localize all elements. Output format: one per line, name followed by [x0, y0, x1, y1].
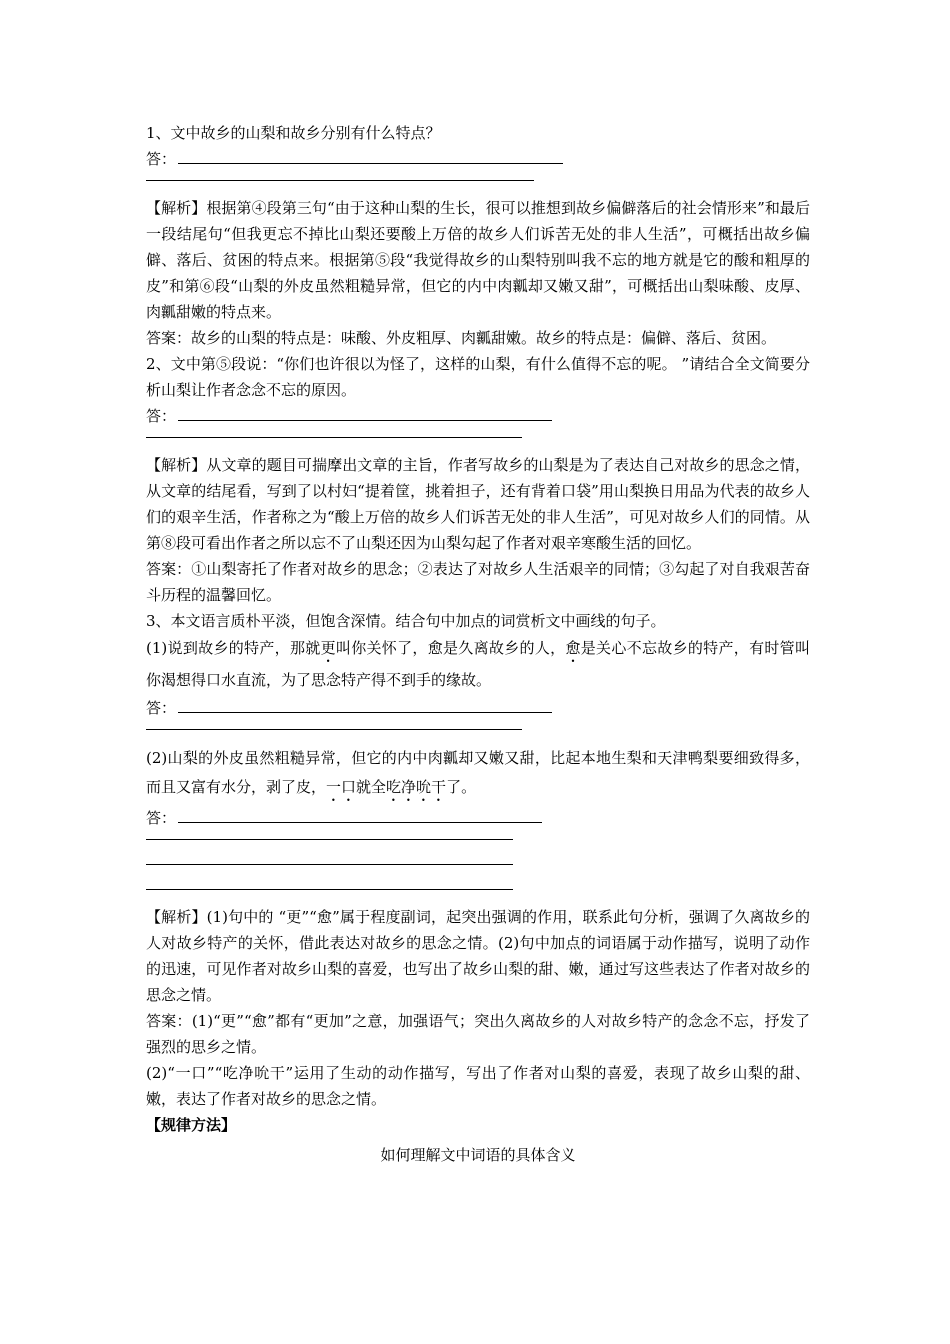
answer-line-2[interactable] — [146, 403, 810, 429]
question-2: 2、文中第⑤段说：“你们也许很以为怪了，这样的山梨，有什么值得不忘的呢。 ”请结合全文简要分析山梨让作者念念不忘的原因。 — [146, 355, 810, 399]
answer-1: 答案：故乡的山梨的特点是：味酸、外皮粗厚、肉瓤甜嫩。故乡的特点是：偏僻、落后、贫困。 — [146, 329, 777, 347]
document-page — [146, 120, 810, 1168]
dotted-word: 愈 — [565, 639, 581, 657]
answer-2: 答案：①山梨寄托了作者对故乡的思念；②表达了对故乡人生活艰辛的同情；③勾起了对自我艰苦奋斗历程的温馨回忆。 — [146, 560, 810, 604]
analysis-2 — [146, 452, 810, 556]
answer-label: 答： — [146, 150, 177, 168]
answer-label: 答： — [146, 699, 177, 717]
dotted-word: 一口 — [326, 778, 357, 796]
dotted-word: 更 — [320, 639, 336, 657]
sentence-text: 叫你关怀了，愈是久离故乡的人， — [335, 639, 566, 657]
analysis-tag: 【解析】 — [146, 199, 207, 217]
dotted-word: 吃净吮干 — [386, 778, 447, 796]
sentence-2 — [146, 744, 810, 805]
sentence-text: 就全 — [356, 778, 387, 796]
analysis-text: 从文章的题目可揣摩出文章的主旨，作者写故乡的山梨是为了表达自己对故乡的思念之情，从文章的结尾看，写到了以村妇“提着筐，挑着担子，还有背着口袋”用山梨换日用品为代表的故乡人们的艰辛生活，作者称之为“酸上万倍的故乡人们诉苦无处的非人生活”，可见对故乡人们的同情。从第⑧段可看出作者之所以忘不了山梨还因为山梨勾起了作者对艰辛寒酸生活的回忆。 — [146, 456, 810, 552]
analysis-tag: 【解析】 — [146, 908, 207, 926]
analysis-1 — [146, 195, 810, 325]
answer-blank[interactable] — [178, 162, 563, 164]
analysis-text: (1)句中的 “更”“愈”属于程度副词，起突出强调的作用，联系此句分析，强调了久离故乡的人对故乡特产的关怀，借此表达对故乡的思念之情。(2)句中加点的词语属于动作描写，说明了动作的迅速，可见作者对故乡山梨的喜爱，也写出了故乡山梨的甜、嫩，通过写这些表达了作者对故乡的思念之情。 — [146, 908, 810, 1004]
answer-3-1: 答案：(1)“更”“愈”都有“更加”之意，加强语气；突出久离故乡的人对故乡特产的念念不忘，抒发了强烈的思乡之情。 — [146, 1012, 810, 1056]
sentence-text: (1)说到故乡的特产，那就 — [146, 639, 321, 657]
answer-line-3a[interactable] — [146, 695, 810, 721]
analysis-text: 根据第④段第三句“由于这种山梨的生长，很可以推想到故乡偏僻落后的社会情形来”和最后一段结尾句“但我更忘不掉比山梨还要酸上万倍的故乡人们诉苦无处的非人生活”，可概括出故乡偏僻、落后、贫困的特点来。根据第⑤段“我觉得故乡的山梨特别叫我不忘的地方就是它的酸和粗厚的皮”和第⑥段“山梨的外皮虽然粗糙异常，但它的内中肉瓤却又嫩又甜”，可概括出山梨味酸、皮厚、肉瓤甜嫩的特点来。 — [146, 199, 810, 321]
analysis-tag: 【解析】 — [146, 456, 207, 474]
answer-3-2: (2)“一口”“吃净吮干”运用了生动的动作描写，写出了作者对山梨的喜爱，表现了故乡山梨的甜、嫩，表达了作者对故乡的思念之情。 — [146, 1064, 810, 1108]
method-heading: 【规律方法】 — [146, 1116, 237, 1134]
answer-line-3b[interactable] — [146, 805, 810, 831]
answer-blank[interactable] — [178, 821, 542, 823]
answer-blank[interactable] — [178, 711, 552, 713]
answer-label: 答： — [146, 407, 177, 425]
question-3: 3、本文语言质朴平淡，但饱含深情。结合句中加点的词赏析文中画线的句子。 — [146, 612, 666, 630]
sentence-text: 是关心不忘故乡的特产，有时管叫你渴想得口水直流，为了思念特产得不到手的缘故。 — [146, 639, 810, 689]
analysis-3 — [146, 904, 810, 1008]
question-1: 1、文中故乡的山梨和故乡分别有什么特点？ — [146, 124, 441, 142]
answer-line-1[interactable] — [146, 146, 810, 172]
sentence-text: (2)山梨的外皮虽然粗糙异常，但它的内中肉瓤却又嫩又甜，比起本地生梨和天津鸭梨要细致得多，而且又富有水分，剥了皮， — [146, 749, 810, 796]
sentence-text: 了。 — [446, 778, 477, 796]
method-title: 如何理解文中词语的具体含义 — [380, 1146, 576, 1164]
answer-label: 答： — [146, 809, 177, 827]
answer-blank[interactable] — [178, 419, 552, 421]
sentence-1 — [146, 634, 810, 695]
